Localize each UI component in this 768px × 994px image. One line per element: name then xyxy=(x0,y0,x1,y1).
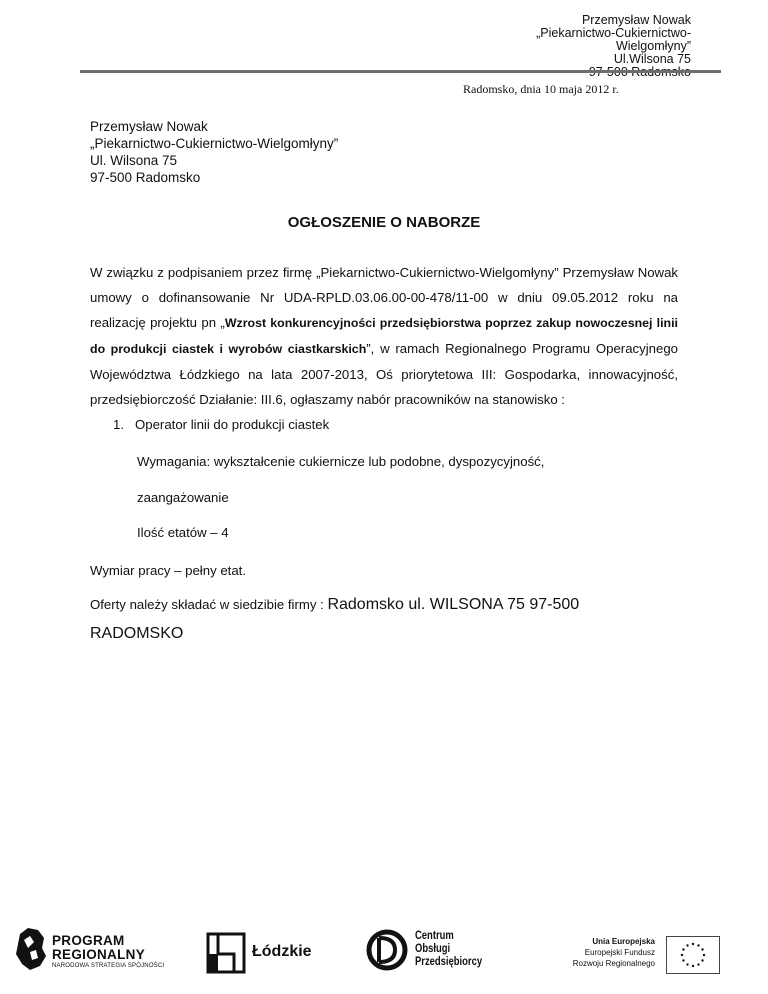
project-name: Wzrost konkurencyjności przedsiębiorstwa poprzez zakup nowoczesnej linii do produkcji ciastek i wyrobów ciastkarskich xyxy=(90,316,678,356)
lodzkie-logo xyxy=(206,932,326,974)
letterhead-company-2: Wielgomłyny” xyxy=(615,39,691,53)
sender-company: „Piekarnictwo-Cukiernictwo-Wielgomłyny” xyxy=(90,136,339,151)
sender-address xyxy=(90,118,338,186)
sender-city: 97-500 Radomsko xyxy=(90,170,201,185)
position-name: Operator linii do produkcji ciastek xyxy=(135,417,330,432)
offers-label: Oferty należy składać w siedzibie firmy : xyxy=(90,597,328,612)
work-time: Wymiar pracy – pełny etat. xyxy=(90,563,246,578)
centrum-d-icon xyxy=(365,928,409,972)
obslugi-label: Obsługi xyxy=(415,943,451,955)
header-divider xyxy=(80,70,721,73)
position-item xyxy=(113,417,329,432)
eu-flag-icon xyxy=(666,936,720,974)
offers-line xyxy=(90,596,579,614)
letter-date: Radomsko, dnia 10 maja 2012 r. xyxy=(463,82,619,96)
offers-address: Radomsko ul. WILSONA 75 97-500 xyxy=(327,596,580,613)
program-subtitle: NARODOWA STRATEGIA SPÓJNOŚCI xyxy=(52,963,165,969)
centrum-obslugi-logo xyxy=(365,928,485,974)
position-count: Ilość etatów – 4 xyxy=(137,525,229,540)
announcement-body xyxy=(90,260,678,412)
program-regionalny-logo xyxy=(14,922,184,972)
sender-street: Ul. Wilsona 75 xyxy=(90,153,178,168)
sender-name: Przemysław Nowak xyxy=(90,119,208,134)
letterhead-name: Przemysław Nowak xyxy=(581,13,691,27)
offers-city: RADOMSKO xyxy=(90,625,184,642)
lodzkie-label: Łódzkie xyxy=(252,943,312,960)
body-text-2: ”, w ramach Regionalnego Programu Operacyjnego Województwa Łódzkiego na lata 2007-2013, Oś priorytetowa III: Gospodarka, innowacyjność, przedsiębiorczość Działanie: III.6, ogłaszamy nabór pracowników na stanowisko : xyxy=(90,341,678,407)
regionalny-label: REGIONALNY xyxy=(52,947,146,962)
position-number: 1. xyxy=(113,417,124,432)
poland-map-icon xyxy=(14,924,48,972)
eu-label: Unia Europejska xyxy=(592,937,655,946)
eu-regional-label: Rozwoju Regionalnego xyxy=(572,959,655,968)
letterhead-company-1: „Piekarnictwo-Cukiernictwo- xyxy=(536,26,691,40)
requirements: Wymagania: wykształcenie cukiernicze lub podobne, dyspozycyjność, xyxy=(137,454,545,469)
body-text-1: W związku z podpisaniem przez firmę „Piekarnictwo-Cukiernictwo-Wielgomłyny” Przemysław Nowak umowy o dofinansowanie Nr UDA-RPLD.03.06.00-00-478/11-00 w dniu 09.05.2012 roku na realizację projektu pn „ xyxy=(90,265,678,330)
centrum-label: Centrum xyxy=(415,930,454,942)
przedsiebiorcy-label: Przedsiębiorcy xyxy=(415,956,483,968)
letterhead-street: Ul.Wilsona 75 xyxy=(613,52,691,66)
letterhead xyxy=(536,14,691,66)
document-title: OGŁOSZENIE O NABORZE xyxy=(287,214,481,231)
program-label: PROGRAM xyxy=(52,933,125,948)
lodzkie-emblem-icon xyxy=(206,932,246,974)
eu-logo xyxy=(558,936,718,976)
eu-fund-label: Europejski Fundusz xyxy=(584,948,655,957)
requirements-2: zaangażowanie xyxy=(137,490,229,505)
